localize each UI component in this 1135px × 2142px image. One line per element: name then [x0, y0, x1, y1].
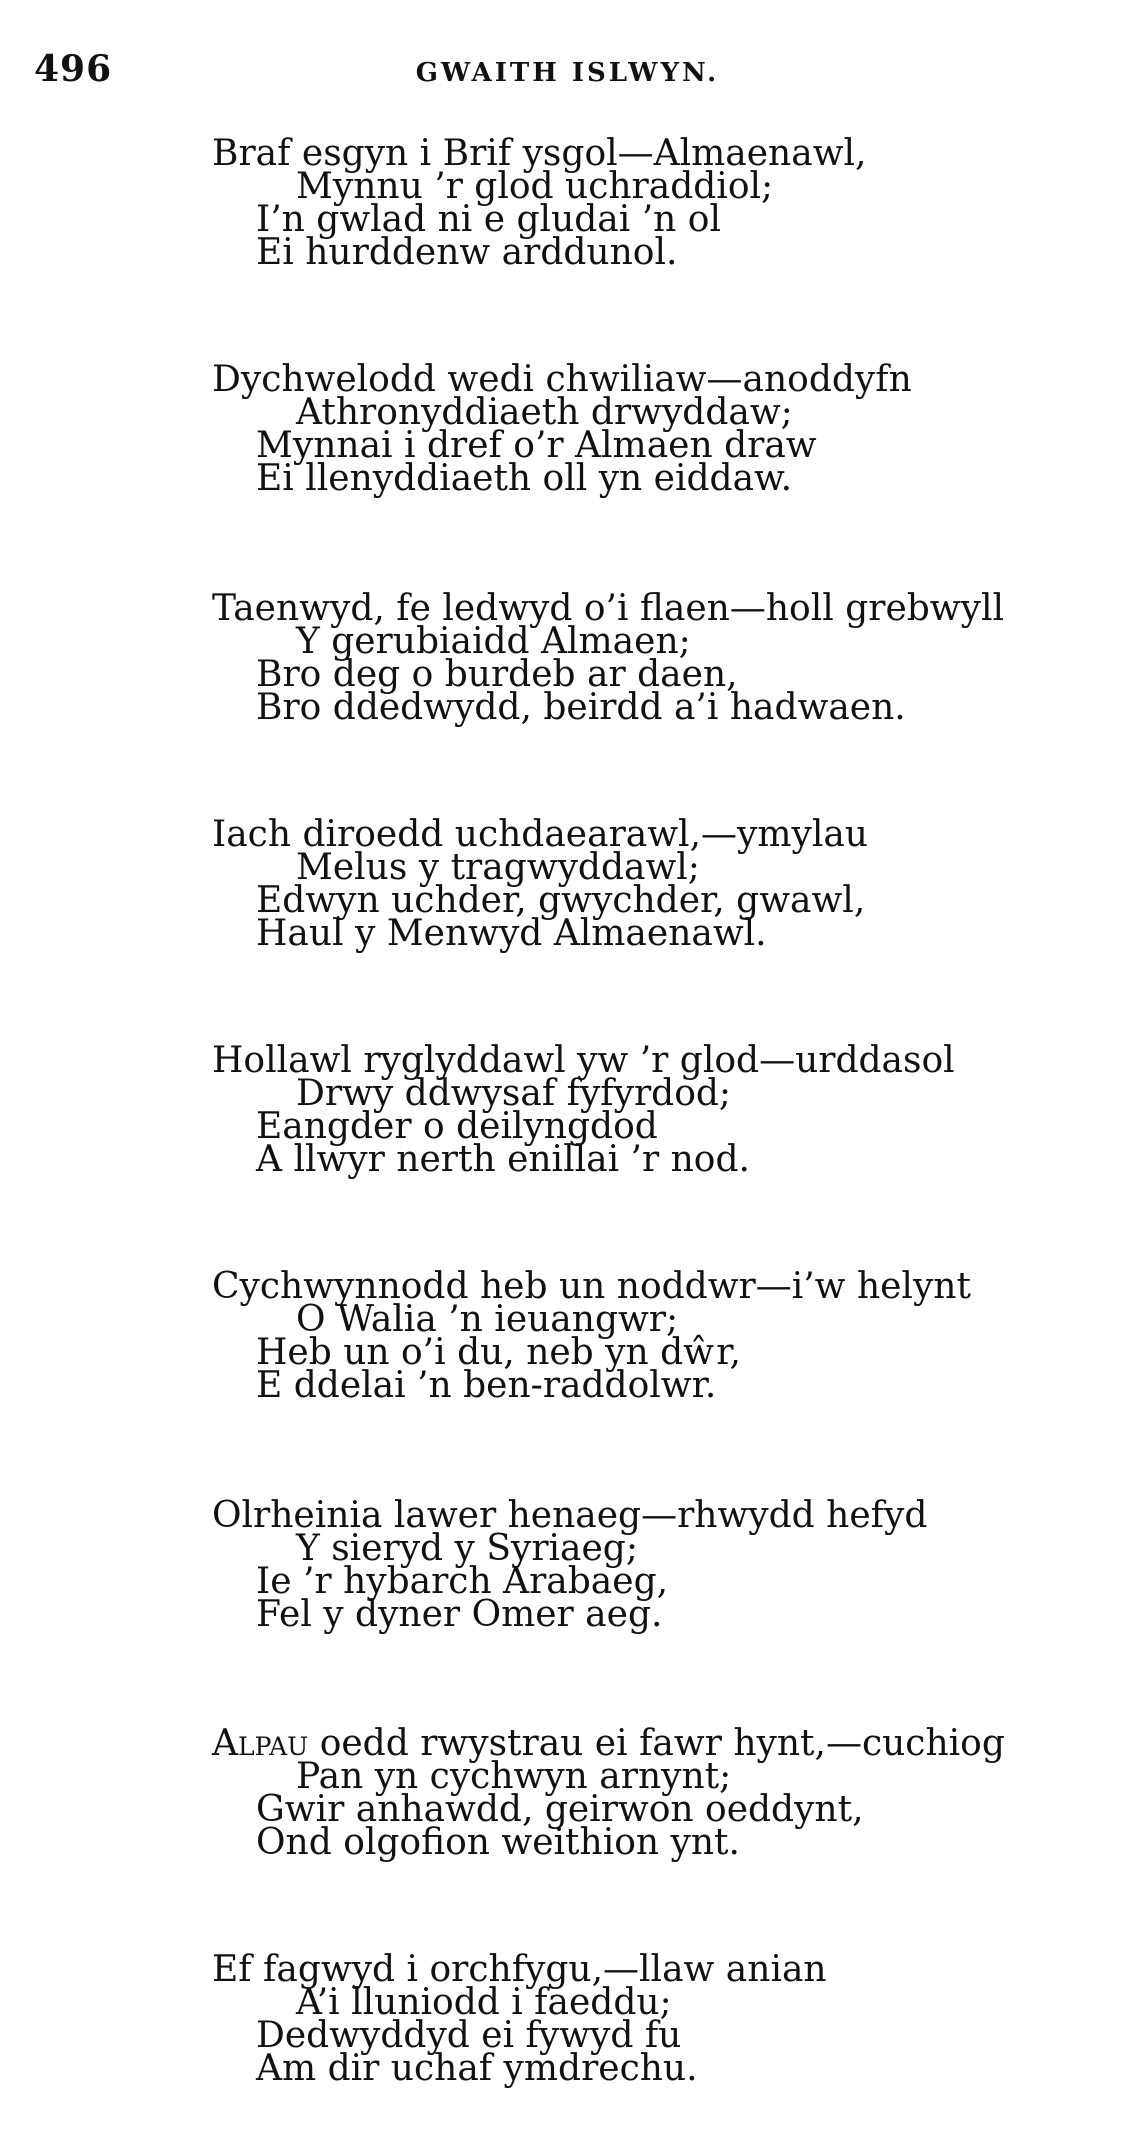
stanza-line: Fel y dyner Omer aeg. — [256, 1594, 663, 1635]
stanza-line: Heb un o’i du, neb yn dŵr, — [256, 1332, 741, 1373]
stanza-line: Haul y Menwyd Almaenawl. — [256, 913, 767, 954]
stanza-line: O Walia ’n ieuangwr; — [296, 1299, 679, 1340]
stanza-line: Dychwelodd wedi chwiliaw—anoddyfn — [212, 359, 912, 400]
stanza-line: Bro deg o burdeb ar daen, — [256, 654, 738, 695]
stanza-line: Y gerubiaidd Almaen; — [296, 621, 691, 662]
stanza-line-rest: oedd rwystrau ei fawr hynt,—cuchiog — [308, 1723, 1005, 1764]
stanza-line: Bro ddedwydd, beirdd a’i hadwaen. — [256, 687, 906, 728]
stanza-line: E ddelai ’n ben-raddolwr. — [256, 1365, 717, 1406]
stanza-line: Eangder o deilyngdod — [256, 1106, 658, 1147]
stanza-line: Dedwyddyd ei fywyd fu — [256, 2015, 682, 2056]
stanza-line: Olrheinia lawer henaeg—rhwydd hefyd — [212, 1495, 928, 1536]
stanza-line: Braf esgyn i Brif ysgol—Almaenawl, — [212, 133, 867, 174]
stanza-line: Mynnai i dref o’r Almaen draw — [256, 425, 817, 466]
page-number: 496 — [34, 48, 113, 90]
stanza-line: Drwy ddwysaf fyfyrdod; — [296, 1073, 732, 1114]
stanza-line: Cychwynnodd heb un noddwr—i’w helynt — [212, 1266, 971, 1307]
stanza-line: Ef fagwyd i orchfygu,—llaw anian — [212, 1949, 827, 1990]
stanza-line: Ei hurddenw arddunol. — [256, 232, 678, 273]
stanza-line: Iach diroedd uchdaearawl,—ymylau — [212, 814, 868, 855]
stanza-line: Ie ’r hybarch Arabaeg, — [256, 1561, 669, 1602]
stanza-line: Ond olgofion weithion ynt. — [256, 1822, 740, 1863]
stanza-line: Am dir uchaf ymdrechu. — [256, 2048, 698, 2089]
stanza-line: A llwyr nerth enillai ’r nod. — [256, 1139, 750, 1180]
stanza-line: Y sieryd y Syriaeg; — [296, 1528, 638, 1569]
stanza-line: Gwir anhawdd, geirwon oeddynt, — [256, 1789, 864, 1830]
stanza-line: Melus y tragwyddawl; — [296, 847, 700, 888]
stanza-line: Hollawl ryglyddawl yw ’r glod—urddasol — [212, 1040, 955, 1081]
stanza-line: Athronyddiaeth drwyddaw; — [296, 392, 793, 433]
stanza-line: Edwyn uchder, gwychder, gwawl, — [256, 880, 866, 921]
running-title: GWAITH ISLWYN. — [415, 58, 720, 88]
stanza-line: Pan yn cychwyn arnynt; — [296, 1756, 732, 1797]
stanza-line: A’i lluniodd i faeddu; — [296, 1982, 672, 2023]
stanza-line: Mynnu ’r glod uchraddiol; — [296, 166, 774, 207]
stanza-line: Taenwyd, fe ledwyd o’i flaen—holl grebwyll — [212, 588, 1004, 629]
stanza-lead-word: Alpau — [212, 1723, 309, 1764]
stanza-line: Ei llenyddiaeth oll yn eiddaw. — [256, 458, 793, 499]
stanza-line: I’n gwlad ni e gludai ’n ol — [256, 199, 721, 240]
